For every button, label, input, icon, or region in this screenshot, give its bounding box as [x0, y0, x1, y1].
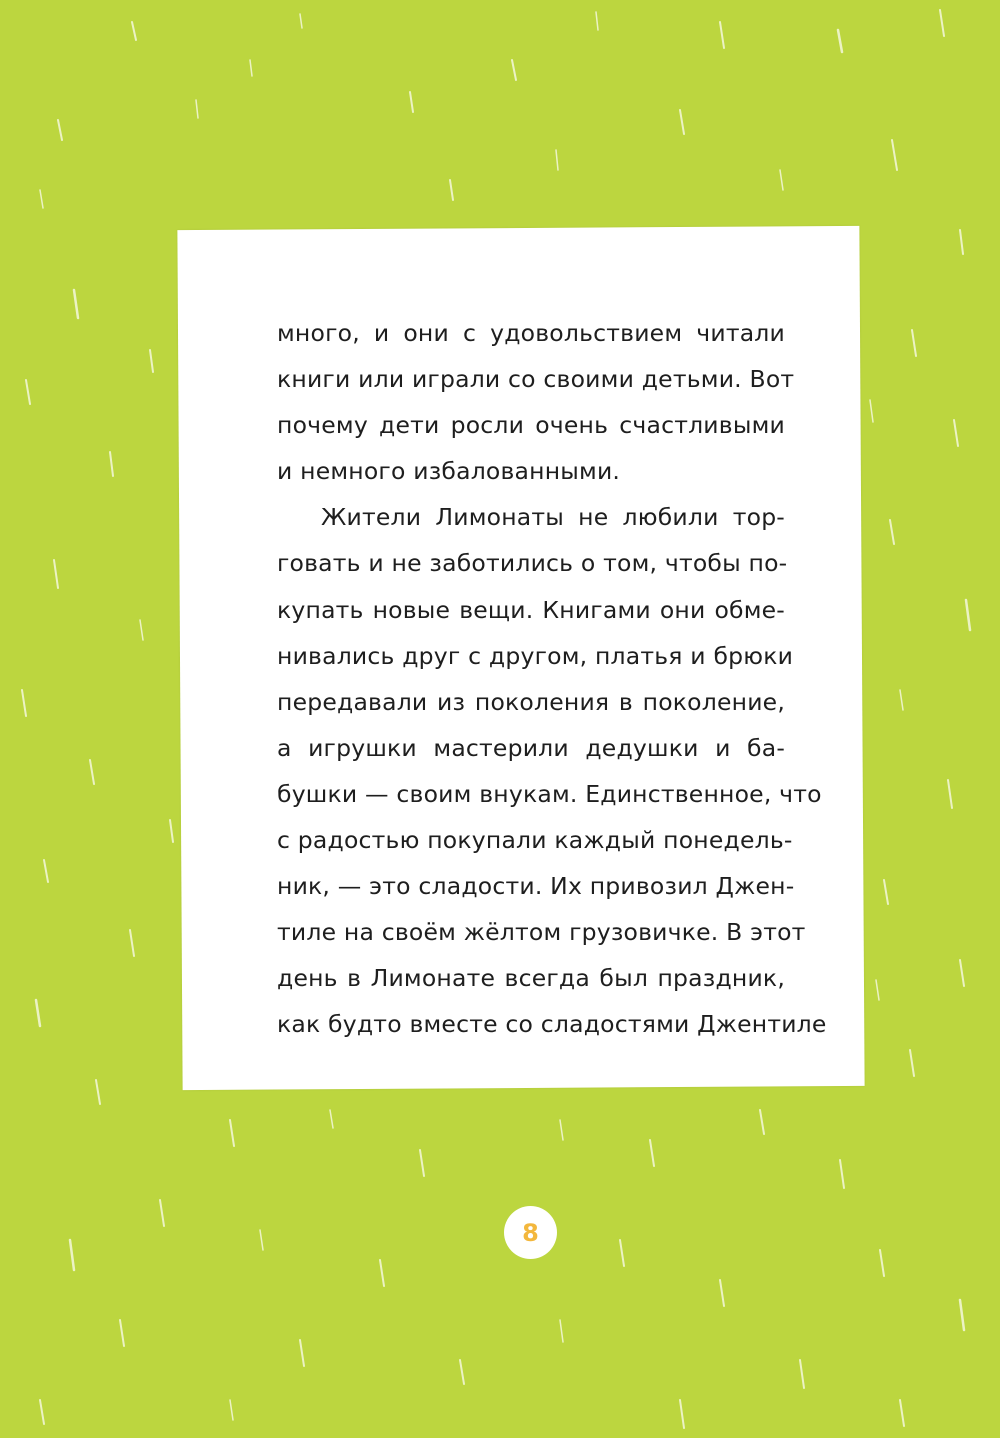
text-line: передавали из поколения в поколение, [277, 687, 785, 716]
text-line: почему дети росли очень счастливыми [277, 411, 785, 440]
text-line: бушки — своим внукам. Единственное, что [277, 779, 822, 808]
body-text [277, 310, 827, 1048]
paragraph [277, 310, 795, 494]
text-line: говать и не заботились о том, чтобы по- [277, 549, 788, 578]
page-number-badge [504, 1206, 557, 1259]
text-line: ник, — это сладости. Их привозил Джен- [277, 872, 795, 901]
text-line: а игрушки мастерили дедушки и ба- [277, 733, 785, 762]
text-line: много, и они с удовольствием читали [277, 319, 785, 347]
text-line: нивались друг с другом, платья и брюки [277, 641, 794, 670]
paragraph [277, 494, 827, 1047]
page-number: 8 [522, 1218, 539, 1247]
text-line: книги или играли со своими детьми. Вот [277, 365, 795, 394]
text-line: как будто вместе со сладостями Джентиле [277, 1010, 827, 1039]
text-line: с радостью покупали каждый понедель- [277, 826, 793, 855]
text-line: купать новые вещи. Книгами они обме- [277, 595, 785, 624]
text-line: тиле на своём жёлтом грузовичке. В этот [277, 918, 806, 947]
text-line: и немного избалованными. [277, 457, 621, 486]
text-line: день в Лимонате всегда был праздник, [277, 964, 785, 993]
text-line: Жители Лимонаты не любили тор- [321, 503, 785, 532]
